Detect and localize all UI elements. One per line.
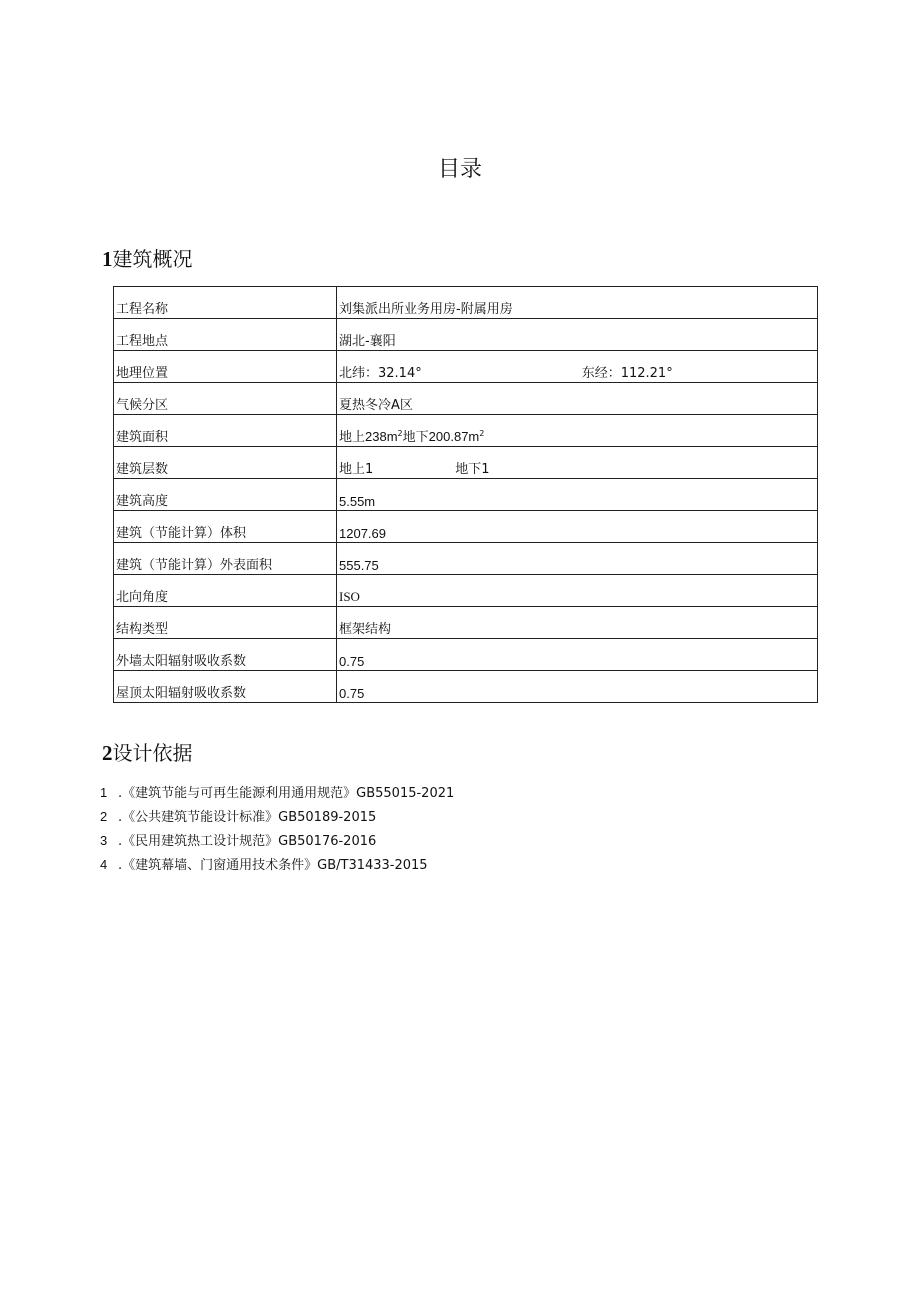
row-label: 外墙太阳辐射吸收系数 [114,639,337,671]
list-item [100,808,454,832]
row-value: 5.55m [337,479,818,511]
table-row [114,351,818,383]
table-row [114,607,818,639]
list-item [100,784,454,808]
area-unit-sup: 2 [479,429,485,438]
above-ground-area: 238m [365,429,398,444]
row-value: 夏热冬冷A区 [337,383,818,415]
below-ground-prefix: 地下 [402,430,429,445]
row-label: 建筑（节能计算）体积 [114,511,337,543]
table-row [114,447,818,479]
area-unit-sup: 2 [397,429,403,438]
row-label: 结构类型 [114,607,337,639]
row-value: 0.75 [337,671,818,703]
row-value [337,415,818,447]
row-label: 建筑高度 [114,479,337,511]
table-row [114,671,818,703]
table-row [114,319,818,351]
list-index: 1 [100,785,108,800]
row-value: 刘集派出所业务用房-附属用房 [337,287,818,319]
longitude: 东经：112.21° [581,366,673,381]
reference-text: .《公共建筑节能设计标准》GB50189-2015 [118,810,377,825]
row-label: 气候分区 [114,383,337,415]
row-label: 工程名称 [114,287,337,319]
row-label: 建筑（节能计算）外表面积 [114,543,337,575]
row-label: 建筑面积 [114,415,337,447]
table-row [114,415,818,447]
row-label: 屋顶太阳辐射吸收系数 [114,671,337,703]
row-value: 0.75 [337,639,818,671]
row-value [337,351,818,383]
section-number: 2 [102,741,113,765]
list-index: 4 [100,857,108,872]
row-value: 1207.69 [337,511,818,543]
reference-text: .《民用建筑热工设计规范》GB50176-2016 [118,834,377,849]
reference-text: .《建筑幕墙、门窗通用技术条件》GB/T31433-2015 [118,858,428,873]
reference-text: .《建筑节能与可再生能源利用通用规范》GB55015-2021 [118,786,455,801]
building-info-table [113,286,818,703]
list-item [100,832,454,856]
section-number: 1 [102,247,113,271]
row-label: 建筑层数 [114,447,337,479]
list-index: 3 [100,833,108,848]
page-title: 目录 [437,157,482,182]
table-row [114,639,818,671]
floors-above: 地上1 [339,462,374,477]
table-row [114,511,818,543]
list-item [100,856,454,880]
latitude: 北纬：32.14° [339,366,422,381]
table-row [114,479,818,511]
row-value [337,447,818,479]
table-row [114,287,818,319]
section-heading-building-overview [102,243,193,272]
row-label: 北向角度 [114,575,337,607]
section-heading-design-basis [102,737,193,766]
row-label: 工程地点 [114,319,337,351]
row-value: 框架结构 [337,607,818,639]
section-title: 建筑概况 [112,247,193,271]
row-value: ISO [337,575,818,607]
floors-below: 地下1 [455,462,490,477]
table-row [114,575,818,607]
section-title: 设计依据 [112,741,193,765]
table-row [114,383,818,415]
row-value: 555.75 [337,543,818,575]
table-row [114,543,818,575]
row-label: 地理位置 [114,351,337,383]
list-index: 2 [100,809,108,824]
below-ground-area: 200.87m [428,429,480,444]
above-ground-prefix: 地上 [339,430,366,445]
reference-list [100,784,454,880]
row-value: 湖北-襄阳 [337,319,818,351]
